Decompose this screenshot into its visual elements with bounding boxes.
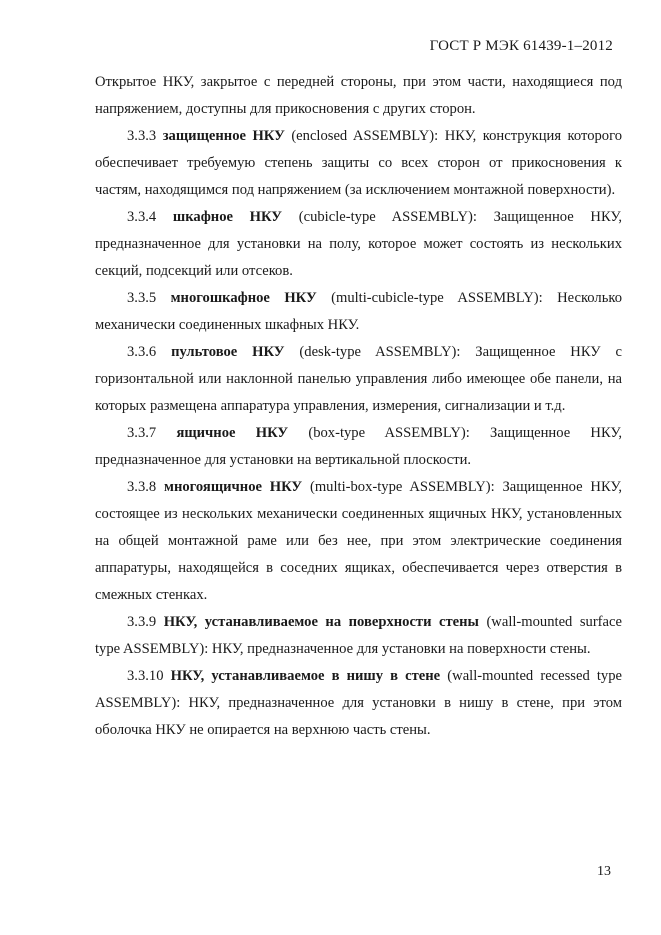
definition-text: (multi-cubicle-type ASSEMBLY): Несколько механически соединенных шкафных НКУ.: [95, 290, 622, 333]
definition-text: (box-type ASSEMBLY): Защищенное НКУ, предназначенное для установки на вертикальной плоскости.: [95, 425, 622, 468]
definition-3-3-5: [95, 285, 622, 339]
definition-3-3-7: [95, 420, 622, 474]
clause-number: 3.3.9: [127, 614, 157, 630]
definition-3-3-10: [95, 663, 622, 744]
term: ящичное НКУ: [176, 425, 289, 441]
definition-text: (desk-type ASSEMBLY): Защищенное НКУ с горизонтальной или наклонной панелью управления либо имеющее обе панели, на которых размещена аппаратура управления, измерения, сигнализации и т.д.: [95, 344, 622, 414]
clause-number: 3.3.5: [127, 290, 157, 306]
clause-number: 3.3.10: [127, 668, 164, 684]
term: НКУ, устанавливаемое в нишу в стене: [170, 668, 441, 684]
definition-3-3-9: [95, 609, 622, 663]
definition-text: (wall-mounted surface type ASSEMBLY): НКУ, предназначенное для установки на поверхности стены.: [95, 614, 622, 657]
clause-number: 3.3.7: [127, 425, 157, 441]
definition-3-3-4: [95, 204, 622, 285]
clause-number: 3.3.8: [127, 479, 157, 495]
definition-text: (cubicle-type ASSEMBLY): Защищенное НКУ, предназначенное для установки на полу, которое может состоять из нескольких секций, подсекций или отсеков.: [95, 209, 622, 279]
term: многоящичное НКУ: [164, 479, 303, 495]
page-number: 13: [597, 864, 611, 879]
term: шкафное НКУ: [172, 209, 283, 225]
definition-3-3-6: [95, 339, 622, 420]
definition-3-3-8: [95, 474, 622, 609]
term: защищенное НКУ: [162, 128, 285, 144]
paragraph-continuation: [95, 69, 622, 123]
term: пультовое НКУ: [171, 344, 285, 360]
clause-number: 3.3.4: [127, 209, 157, 225]
definition-3-3-3: [95, 123, 622, 204]
clause-number: 3.3.3: [127, 128, 157, 144]
document-body: [95, 69, 622, 744]
clause-number: 3.3.6: [127, 344, 157, 360]
term: НКУ, устанавливаемое на поверхности стены: [163, 614, 479, 630]
definition-text: (enclosed ASSEMBLY): НКУ, конструкция которого обеспечивает требуемую степень защиты со всех сторон от прикосновения к частям, находящимся под напряжением (за исключением монтажной поверхности).: [95, 128, 623, 198]
definition-text: (multi-box-type ASSEMBLY): Защищенное НКУ, состоящее из нескольких механически соединенных ящичных НКУ, установленных на общей монтажной раме или без нее, при этом электрические соединения аппаратуры, находящейся в соседних ящиках, обеспечивается через отверстия в смежных стенках.: [95, 479, 622, 603]
term: многошкафное НКУ: [170, 290, 317, 306]
paragraph-text: Открытое НКУ, закрытое с передней стороны, при этом части, находящиеся под напряжением, доступны для прикосновения с других сторон.: [95, 74, 622, 117]
document-header: ГОСТ Р МЭК 61439-1–2012: [429, 38, 613, 54]
definition-text: (wall-mounted recessed type ASSEMBLY): НКУ, предназначенное для установки в нишу в стене, при этом оболочка НКУ не опирается на верхнюю часть стены.: [95, 668, 622, 738]
